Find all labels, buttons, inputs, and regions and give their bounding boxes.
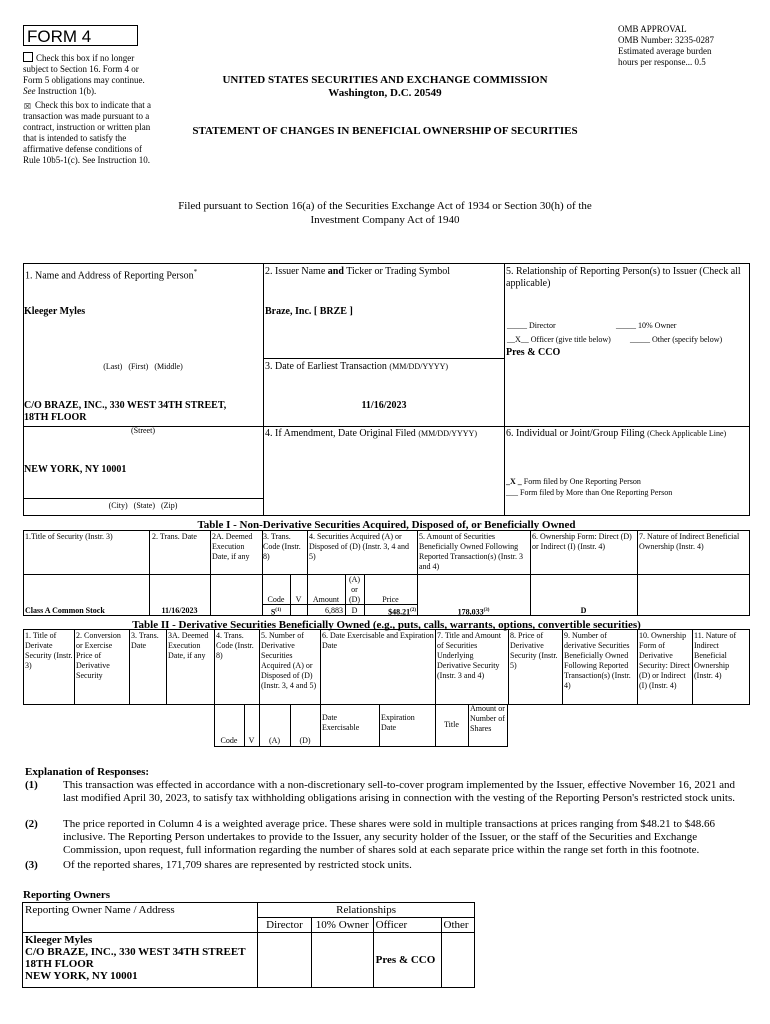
table2-title: Table II - Derivative Securities Beneficially Owned (e.g., puts, calls, warrants, options, convertible securities) (132, 619, 641, 631)
t2-h3a: 3A. Deemed Execution Date, if any (168, 631, 209, 660)
t1-h3: 3. Trans. Code (Instr. 8) (263, 532, 301, 561)
reporting-city: NEW YORK, NY 10001 (24, 464, 127, 475)
form-title-box (23, 25, 138, 46)
t2-sub-code: Code (220, 736, 238, 745)
t1-h2: 2. Trans. Date (152, 532, 197, 541)
t1-h4: 4. Securities Acquired (A) or Disposed of (D) (Instr. 3, 4 and 5) (309, 532, 409, 561)
ten-pct-line: _____ 10% Owner (616, 321, 677, 330)
rule-10b5-checkbox-note: ☒ Check this box to indicate that a transaction was made pursuant to a contract, instruction or written plan that is intended to satisfy the affirmative defense conditions of Rule 10b5-1(c). See Instruction 10. (23, 100, 151, 165)
t1-h5: 5. Amount of Securities Beneficially Owned Following Reported Transaction(s) (Instr. 3 and 4) (419, 532, 523, 571)
director-line: _____ Director (507, 321, 556, 330)
issuer-name: Braze, Inc. [ BRZE ] (265, 306, 353, 317)
reporting-owners-table (22, 902, 475, 988)
t2-h7: 7. Title and Amount of Securities Underlying Derivative Security (Instr. 3 and 4) (437, 631, 502, 680)
col-name: Reporting Owner Name / Address (23, 903, 258, 933)
box6-label: 6. Individual or Joint/Group Filing (Check Applicable Line) (506, 428, 727, 439)
box3-label: 3. Date of Earliest Transaction (MM/DD/YYYY) (265, 361, 449, 372)
t2-h6: 6. Date Exercisable and Expiration Date (322, 631, 434, 650)
one-person-line: _X _ Form filed by One Reporting Person (506, 477, 641, 486)
officer-line: __X__ Officer (give title below) (507, 335, 611, 344)
reporting-person-name: Kleeger Myles (24, 306, 86, 317)
omb-approval: OMB APPROVAL OMB Number: 3235-0287 Estimated average burden hours per response... 0.5 (618, 24, 714, 67)
col-relationships: Relationships (258, 903, 475, 918)
t1-sub-code: Code (267, 595, 285, 604)
t1-h7: 7. Nature of Indirect Beneficial Ownership (Instr. 4) (639, 532, 740, 551)
explanation-item: (3) Of the reported shares, 171,709 shares are represented by restricted stock units. (25, 859, 412, 871)
t1-sub-aord: (A) or (D) (348, 575, 361, 604)
box4-label: 4. If Amendment, Date Original Filed (MM/DD/YYYY) (265, 428, 477, 439)
other-line: _____ Other (specify below) (630, 335, 723, 344)
t1-aord: D (351, 606, 358, 615)
reporting-owners-heading: Reporting Owners (23, 889, 111, 901)
col-10pct: 10% Owner (311, 918, 373, 933)
t2-sub-d: (D) (299, 736, 311, 745)
t1-security-title: Class A Common Stock (25, 606, 105, 615)
t2-h3: 3. Trans. Date (131, 631, 159, 650)
form-title: FORM 4 (27, 27, 92, 46)
t2-sub-title: Title (444, 720, 459, 729)
statement-title: STATEMENT OF CHANGES IN BENEFICIAL OWNERSHIP OF SECURITIES (192, 125, 578, 137)
t2-h4: 4. Trans. Code (Instr. 8) (216, 631, 254, 660)
agency-city: Washington, D.C. 20549 (328, 87, 442, 99)
t1-sub-amount: Amount (312, 595, 340, 604)
t2-h5: 5. Number of Derivative Securities Acquired (A) or Disposed of (D) (Instr. 3, 4 and 5) (261, 631, 317, 690)
explanation-heading: Explanation of Responses: (25, 766, 150, 778)
t2-h2: 2. Conversion or Exercise Price of Derivative Security (76, 631, 121, 680)
explanation-item: (2) The price reported in Column 4 is a weighted average price. These shares were sold in multiple transactions at prices ranging from $48.21 to $48.66 inclusive. The Reporting Person undertakes to provide to the Issuer, any security holder of the Issuer, or the staff of the Securities and Exchange Commission, upon request, full information regarding the number of shares sold at each separate price within the range set forth in this footnote. (25, 818, 715, 856)
city-hint: (City) (State) (Zip) (108, 501, 178, 510)
t2-sub-exercisable: Date Exercisable (322, 713, 360, 732)
t1-sub-v: V (295, 595, 302, 604)
t1-trans-code: $S^{(1)}$ (270, 607, 282, 617)
t2-h1: 1. Title of Derivate Security (Instr. 3) (25, 631, 73, 670)
explanation-item: (1) This transaction was effected in accordance with a non-discretionary sell-to-cover program implemented by the Issuer, effective November 16, 2021 and last modified April 30, 2023, to satisfy tax withholding obligations arising in connection with the vesting of the Reporting Person's restricted stock units. (25, 779, 736, 804)
t2-sub-amount: Amount or Number of Shares (470, 704, 505, 733)
col-officer: Officer (373, 918, 441, 933)
agency-name: UNITED STATES SECURITIES AND EXCHANGE COMMISSION (222, 74, 548, 86)
no-longer-subject-checkbox-note: Check this box if no longer subject to Section 16. Form 4 or Form 5 obligations may continue. See Instruction 1(b). (23, 53, 145, 96)
street-hint: (Street) (131, 426, 155, 435)
table1-title: Table I - Non-Derivative Securities Acquired, Disposed of, or Beneficially Owned (197, 519, 576, 531)
name-hint: (Last) (First) (Middle) (103, 362, 183, 371)
more-person-line: ___ Form filed by More than One Reporting Person (506, 488, 673, 497)
officer-title: Pres & CCO (506, 347, 561, 358)
t1-h2a: 2A. Deemed Execution Date, if any (212, 532, 253, 561)
col-other: Other (441, 918, 474, 933)
box1-label: 1. Name and Address of Reporting Person* (25, 268, 198, 282)
t1-trans-date: 11/16/2023 (161, 606, 198, 615)
t1-price: $48.21$^{(2)}$ (388, 607, 416, 617)
t2-h8: 8. Price of Derivative Security (Instr. 5) (510, 631, 558, 670)
t2-h10: 10. Ownership Form of Derivative Security: Direct (D) or Indirect (I) (Instr. 4) (639, 631, 690, 690)
t1-h6: 6. Ownership Form: Direct (D) or Indirect (I) (Instr. 4) (532, 532, 632, 551)
owner-officer-value: Pres & CCO (373, 933, 441, 988)
t2-h11: 11. Nature of Indirect Beneficial Ownership (Instr. 4) (694, 631, 737, 680)
t1-h1: 1.Title of Security (Instr. 3) (25, 532, 113, 541)
filed-pursuant-text: Filed pursuant to Section 16(a) of the Securities Exchange Act of 1934 or Section 30(h) of the Investment Company Act of 1940 (178, 200, 592, 226)
reporting-street: C/O BRAZE, INC., 330 WEST 34TH STREET, 18TH FLOOR (24, 400, 227, 423)
no-longer-subject-checkbox[interactable] (23, 52, 33, 62)
earliest-transaction-date: 11/16/2023 (361, 400, 407, 411)
box2-label: 2. Issuer Name and Ticker or Trading Symbol (265, 266, 451, 277)
t1-amount: 6,883 (325, 606, 343, 615)
t2-sub-a: (A) (268, 736, 281, 745)
t1-owned: 178,033$^{(3)}$ (457, 607, 490, 617)
reporting-person-grid (23, 263, 750, 516)
col-director: Director (258, 918, 312, 933)
t1-sub-price: Price (382, 595, 399, 604)
t2-sub-v: V (248, 736, 255, 745)
box5-label: 5. Relationship of Reporting Person(s) to Issuer (Check all applicable) (506, 266, 741, 289)
t2-sub-expiration: Expiration Date (381, 713, 415, 732)
rule-10b5-checkbox[interactable]: ☒ (23, 102, 32, 111)
owner-row: Kleeger Myles C/O BRAZE, INC., 330 WEST 34TH STREET 18TH FLOOR NEW YORK, NY 10001 Pres & CCO (23, 933, 475, 988)
t2-h9: 9. Number of derivative Securities Beneficially Owned Following Reported Transaction(s) (Instr. 4) (564, 631, 631, 690)
t1-ownership-form: D (580, 606, 587, 615)
